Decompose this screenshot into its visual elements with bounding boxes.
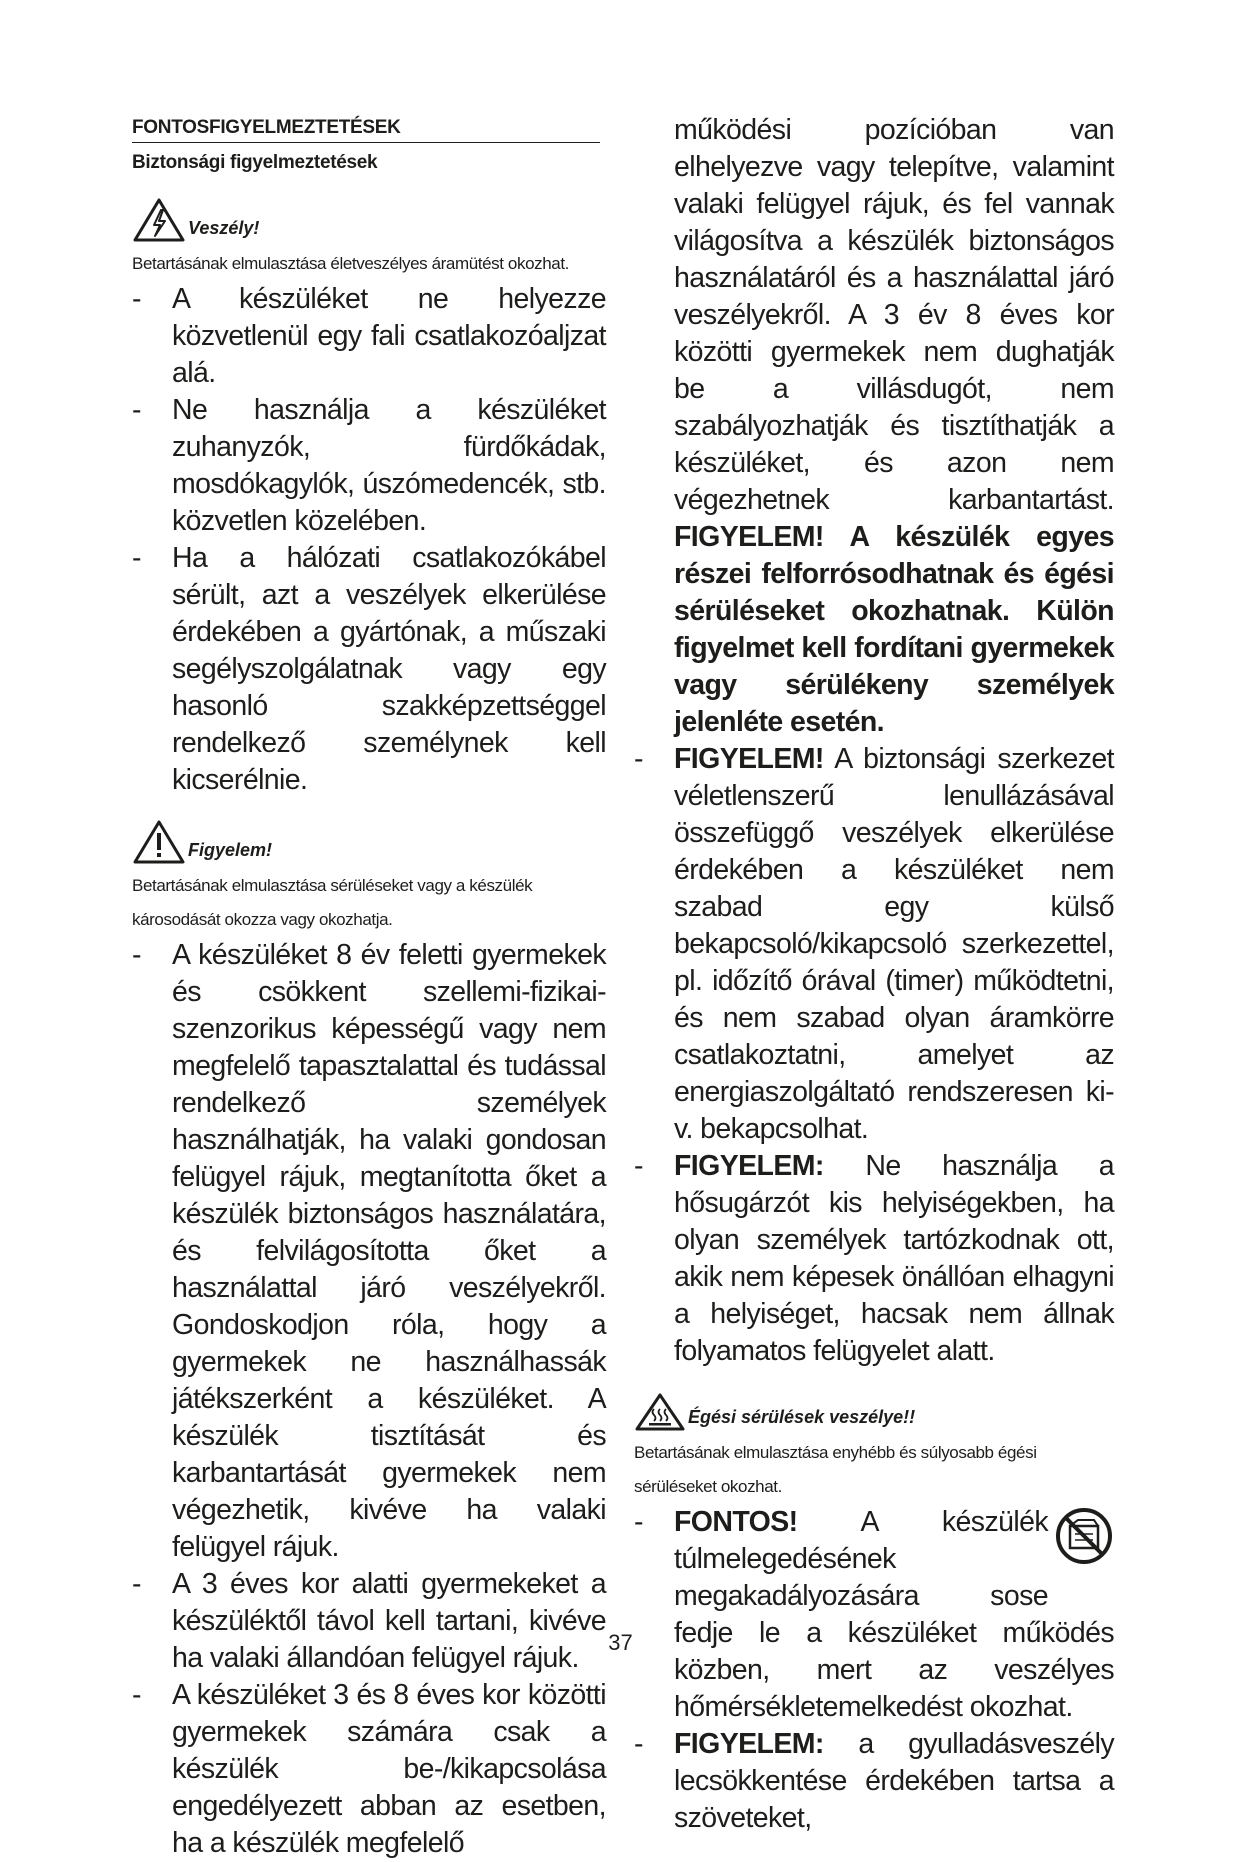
- list-dash: -: [132, 394, 141, 426]
- list-dash: -: [634, 1728, 643, 1760]
- list-dash: -: [634, 743, 643, 775]
- list-item-text: A 3 éves kor alatti gyermekeket a készüléktől távol kell tartani, kivéve ha valaki állandóan felügyel rájuk.: [172, 1568, 606, 1674]
- list-dash: -: [132, 1568, 141, 1600]
- list-item-text: Ha a hálózati csatlakozókábel sérült, azt a veszélyek elkerülése érdekében a gyártónak, a műszaki segélyszolgálatnak vagy egy hasonló szakképzettséggel rendelkező személynek kell kicserélnie.: [172, 542, 606, 796]
- list-item: [132, 392, 606, 540]
- danger-heading: [132, 197, 606, 243]
- list-dash: -: [132, 542, 141, 574]
- list-dash: -: [132, 1679, 141, 1711]
- list-item-keyword: FIGYELEM:: [674, 1150, 824, 1182]
- list-item-text: A készüléket 8 év feletti gyermekek és csökkent szellemi-fizikai-szenzorikus képességű vagy nem megfelelő tapasztalattal és tudással rendelkező személyek használhatják, ha valaki gondosan felügyel rájuk, megtanította őket a készülék biztonságos használatára, és felvilágosította őket a használattal járó veszélyekről. Gondoskodjon róla, hogy a gyermekek ne használhassák játékszerként a készüléket. A készülék tisztítását és karbantartását gyermekek nem végezhetik, kivéve ha valaki felügyel rájuk.: [172, 939, 606, 1563]
- list-item-text: A készüléket 3 és 8 éves kor közötti gyermekek számára csak a készülék be-/kikapcsolása engedélyezett abban az esetben, ha a készülék megfelelő: [172, 1679, 606, 1859]
- list-item: [634, 1504, 1114, 1726]
- burn-heading: [634, 1392, 1114, 1432]
- burn-note: Betartásának elmulasztása enyhébb és súlyosabb égési sérüléseket okozhat.: [634, 1443, 1037, 1496]
- list-item-keyword: FIGYELEM:: [674, 1728, 824, 1760]
- list-item: [634, 1726, 1114, 1837]
- caution-heading: [132, 819, 606, 865]
- list-item-text: A készülék túlmelegedésének megakadályozására sose fedje le a készüléket működés közben, mert az veszélyes hőmérsékletemelkedést okozhat.: [674, 1506, 1114, 1723]
- list-item-text: A készüléket ne helyezze közvetlenül egy fali csatlakozóaljzat alá.: [172, 283, 606, 389]
- section-subtitle: Biztonsági figyelmeztetések: [132, 152, 378, 173]
- danger-note: Betartásának elmulasztása életveszélyes áramütést okozhat.: [132, 254, 569, 273]
- list-item: [132, 1677, 606, 1862]
- page-number: 37: [608, 1630, 633, 1655]
- continuation-bold-text: FIGYELEM! A készülék egyes részei felforrósodhatnak és égési sérüléseket okozhatnak. Külön figyelmet kell fordítani gyermekek vagy sérülékeny személyek jelenléte esetén.: [674, 521, 1114, 738]
- left-column: [132, 112, 606, 1862]
- warning-triangle-icon: [132, 819, 186, 865]
- caution-label: Figyelem!: [188, 840, 273, 860]
- list-dash: -: [634, 1150, 643, 1182]
- list-item: [634, 1148, 1114, 1370]
- right-column: [634, 112, 1114, 1837]
- electric-shock-warning-icon: [132, 197, 186, 243]
- section-title: FONTOSFIGYELMEZTETÉSEK: [132, 116, 600, 143]
- list-item-text: Ne használja a készüléket zuhanyzók, fürdőkádak, mosdókagylók, úszómedencék, stb. közvetlen közelében.: [172, 394, 606, 537]
- list-item-keyword: FONTOS!: [674, 1506, 798, 1538]
- burn-label: Égési sérülések veszélye!!: [688, 1407, 916, 1427]
- list-item-text: a gyulladásveszély lecsökkentése érdekében tartsa a szöveteket,: [674, 1728, 1114, 1834]
- list-item-continuation: [634, 112, 1114, 741]
- continuation-text: működési pozícióban van elhelyezve vagy telepítve, valamint valaki felügyel rájuk, és fel vannak világosítva a készülék biztonságos használatáról és a használattal járó veszélyekről. A 3 év 8 éves kor közötti gyermekek nem dughatják be a villásdugót, nem szabályozhatják és tisztíthatják a készüléket, és azon nem végezhetnek karbantartást.: [674, 114, 1114, 516]
- list-item: [132, 281, 606, 392]
- list-dash: -: [634, 1506, 643, 1538]
- hot-surface-warning-icon: [634, 1392, 686, 1432]
- list-item: [132, 1566, 606, 1677]
- caution-note: Betartásának elmulasztása sérüléseket vagy a készülék károsodását okozza vagy okozhatja.: [132, 876, 533, 929]
- list-item: [634, 741, 1114, 1148]
- list-item-text: A biztonsági szerkezet véletlenszerű lenullázásával összefüggő veszélyek elkerülése érdekében a készüléket nem szabad egy külső bekapcsoló/kikapcsoló szerkezettel, pl. időzítő órával (timer) működtetni, és nem szabad olyan áramkörre csatlakoztatni, amelyet az energiaszolgáltató rendszeresen ki- v. bekapcsolhat.: [674, 743, 1114, 1145]
- list-dash: -: [132, 939, 141, 971]
- list-item: [132, 540, 606, 799]
- danger-label: Veszély!: [188, 218, 260, 238]
- do-not-cover-icon: [1054, 1506, 1114, 1576]
- list-item-text: Ne használja a hősugárzót kis helyiségekben, ha olyan személyek tartózkodnak ott, akik nem képesek önállóan elhagyni a helyiséget, hacsak nem állnak folyamatos felügyelet alatt.: [674, 1150, 1114, 1367]
- list-dash: -: [132, 283, 141, 315]
- list-item-keyword: FIGYELEM!: [674, 743, 824, 775]
- list-item: [132, 937, 606, 1566]
